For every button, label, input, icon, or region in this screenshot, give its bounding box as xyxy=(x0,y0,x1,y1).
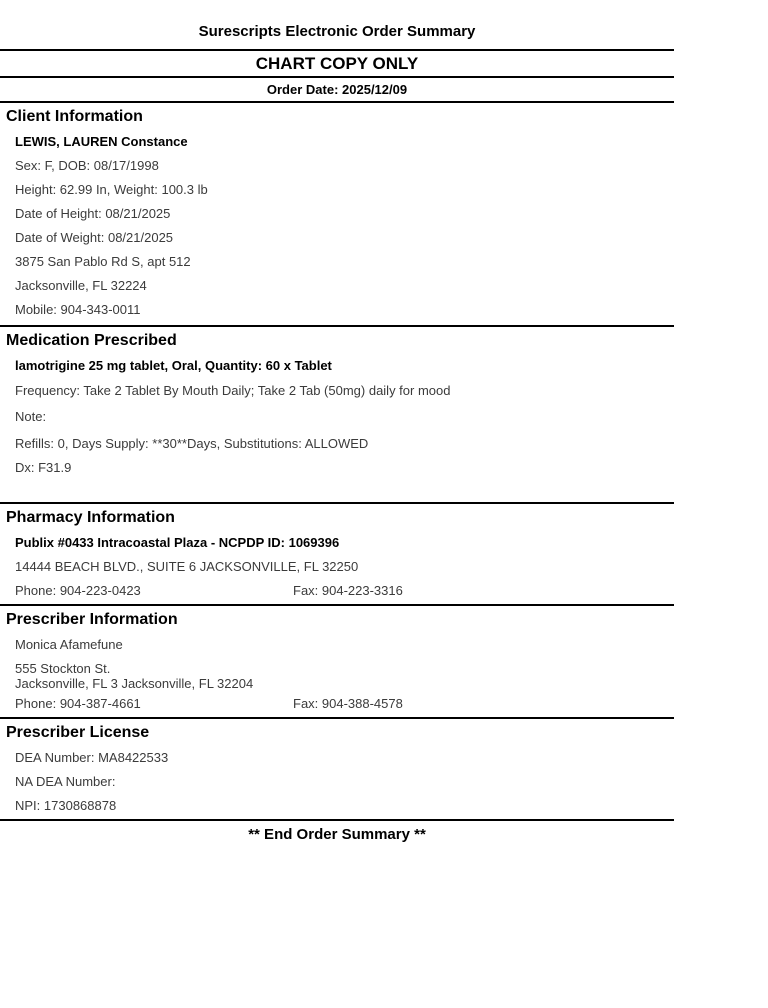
license-na-dea-number: NA DEA Number: xyxy=(15,774,116,789)
spacer xyxy=(0,475,674,502)
divider xyxy=(0,819,674,821)
client-sex-dob: Sex: F, DOB: 08/17/1998 xyxy=(15,158,159,173)
chart-copy-banner: CHART COPY ONLY xyxy=(255,54,419,73)
pharmacy-phone-fax-row xyxy=(15,584,674,598)
client-address-street: 3875 San Pablo Rd S, apt 512 xyxy=(15,254,191,269)
prescriber-name: Monica Afamefune xyxy=(15,637,123,652)
medication-frequency: Frequency: Take 2 Tablet By Mouth Daily; Take 2 Tab (50mg) daily for mood xyxy=(15,383,451,398)
divider xyxy=(0,325,674,327)
divider xyxy=(0,717,674,719)
client-name: LEWIS, LAUREN Constance xyxy=(15,134,188,149)
prescriber-fax: Fax: 904-388-4578 xyxy=(293,696,403,711)
document-title: Surescripts Electronic Order Summary xyxy=(198,23,476,40)
prescriber-section-heading: Prescriber Information xyxy=(6,611,178,628)
document-content xyxy=(0,24,674,843)
prescriber-address-line2: Jacksonville, FL 3 Jacksonville, FL 32204 xyxy=(15,676,254,691)
pharmacy-fax: Fax: 904-223-3316 xyxy=(293,583,403,598)
client-date-of-weight: Date of Weight: 08/21/2025 xyxy=(15,230,174,245)
client-address-city: Jacksonville, FL 32224 xyxy=(15,278,147,293)
divider xyxy=(0,604,674,606)
divider xyxy=(0,502,674,504)
client-section-heading: Client Information xyxy=(6,108,143,125)
end-order-summary-note: ** End Order Summary ** xyxy=(248,826,426,843)
prescriber-phone: Phone: 904-387-4661 xyxy=(15,696,141,711)
medication-note: Note: xyxy=(15,409,47,424)
medication-dx: Dx: F31.9 xyxy=(15,460,72,475)
pharmacy-section-heading: Pharmacy Information xyxy=(6,509,175,526)
pharmacy-address: 14444 BEACH BLVD., SUITE 6 JACKSONVILLE, FL 32250 xyxy=(15,559,359,574)
prescriber-phone-fax-row xyxy=(15,697,674,711)
medication-refills: Refills: 0, Days Supply: **30**Days, Substitutions: ALLOWED xyxy=(15,436,369,451)
divider xyxy=(0,101,674,103)
medication-drug: lamotrigine 25 mg tablet, Oral, Quantity: 60 x Tablet xyxy=(15,358,332,373)
client-mobile: Mobile: 904-343-0011 xyxy=(15,302,141,317)
order-date: Order Date: 2025/12/09 xyxy=(266,82,408,97)
prescriber-address-line1: 555 Stockton St. xyxy=(15,661,111,676)
medication-section-heading: Medication Prescribed xyxy=(6,332,177,349)
license-section-heading: Prescriber License xyxy=(6,724,150,741)
license-dea-number: DEA Number: MA8422533 xyxy=(15,750,169,765)
prescriber-address xyxy=(15,661,674,691)
license-npi: NPI: 1730868878 xyxy=(15,798,117,813)
pharmacy-name: Publix #0433 Intracoastal Plaza - NCPDP ID: 1069396 xyxy=(15,535,340,550)
client-height-weight: Height: 62.99 In, Weight: 100.3 lb xyxy=(15,182,208,197)
pharmacy-phone: Phone: 904-223-0423 xyxy=(15,583,141,598)
client-date-of-height: Date of Height: 08/21/2025 xyxy=(15,206,171,221)
